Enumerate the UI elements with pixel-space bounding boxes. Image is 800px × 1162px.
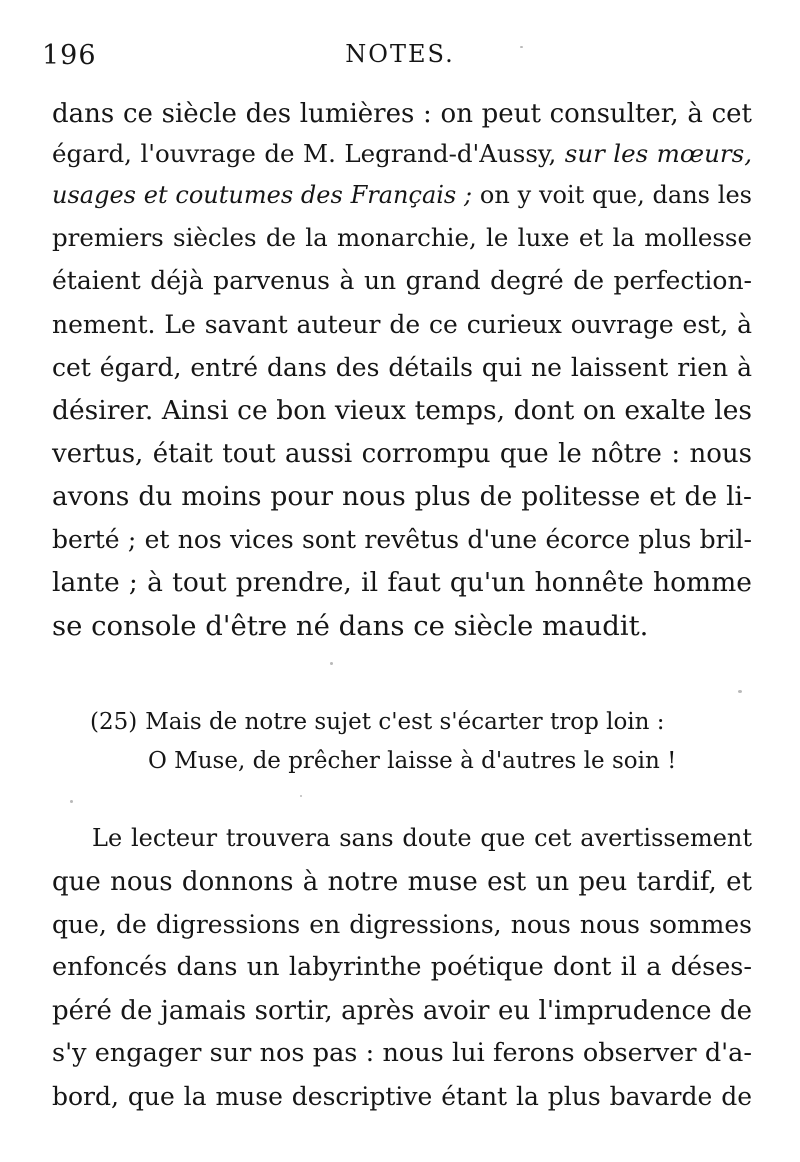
text-line: étaient déjà parvenus à un grand degré de perfection- bbox=[52, 266, 752, 295]
verse-line bbox=[90, 711, 665, 734]
verse-line: O Muse, de prêcher laisse à d'autres le soin ! bbox=[148, 748, 677, 774]
text-line: désirer. Ainsi ce bon vieux temps, dont on exalte les bbox=[52, 395, 752, 426]
text-line: berté ; et nos vices sont revêtus d'une écorce plus bril- bbox=[52, 525, 752, 554]
text-span: égard, l'ouvrage de M. Legrand-d'Aussy, bbox=[52, 139, 565, 168]
text-span: on y voit que, dans les bbox=[472, 181, 752, 209]
text-line: que nous donnons à notre muse est un peu tardif, et bbox=[52, 867, 752, 897]
paper-speck bbox=[300, 795, 302, 797]
text-line: vertus, était tout aussi corrompu que le nôtre : nous bbox=[52, 439, 752, 469]
paper-speck bbox=[330, 662, 333, 665]
text-line bbox=[52, 139, 752, 168]
text-line: Le lecteur trouvera sans doute que cet avertissement bbox=[92, 824, 752, 852]
running-head: NOTES. bbox=[345, 40, 455, 68]
verse-text: Mais de notre sujet c'est s'écarter trop loin : bbox=[145, 709, 665, 735]
text-line: bord, que la muse descriptive étant la plus bavarde de bbox=[52, 1082, 752, 1111]
text-line: se console d'être né dans ce siècle maudit. bbox=[52, 610, 649, 642]
text-line: cet égard, entré dans des détails qui ne laissent rien à bbox=[52, 353, 752, 382]
paper-speck bbox=[70, 800, 73, 803]
text-line: nement. Le savant auteur de ce curieux ouvrage est, à bbox=[52, 310, 752, 339]
text-line: enfoncés dans un labyrinthe poétique dont il a déses- bbox=[52, 952, 752, 982]
text-line: lante ; à tout prendre, il faut qu'un honnête homme bbox=[52, 567, 752, 598]
note-number: (25) bbox=[90, 709, 138, 735]
text-line: péré de jamais sortir, après avoir eu l'imprudence de bbox=[52, 996, 752, 1026]
paper-speck bbox=[738, 690, 742, 693]
paper-speck bbox=[520, 46, 523, 48]
text-line bbox=[52, 183, 752, 207]
text-line: dans ce siècle des lumières : on peut consulter, à cet bbox=[52, 99, 752, 129]
text-line: que, de digressions en digressions, nous nous sommes bbox=[52, 910, 752, 939]
text-line: avons du moins pour nous plus de politesse et de li- bbox=[52, 481, 752, 512]
text-line: premiers siècles de la monarchie, le luxe et la mollesse bbox=[52, 223, 752, 252]
italic-title: usages et coutumes des Français ; bbox=[52, 181, 473, 209]
italic-title: sur les mœurs, bbox=[564, 139, 752, 168]
page-number: 196 bbox=[42, 40, 97, 71]
text-line: s'y engager sur nos pas : nous lui ferons observer d'a- bbox=[52, 1038, 752, 1068]
